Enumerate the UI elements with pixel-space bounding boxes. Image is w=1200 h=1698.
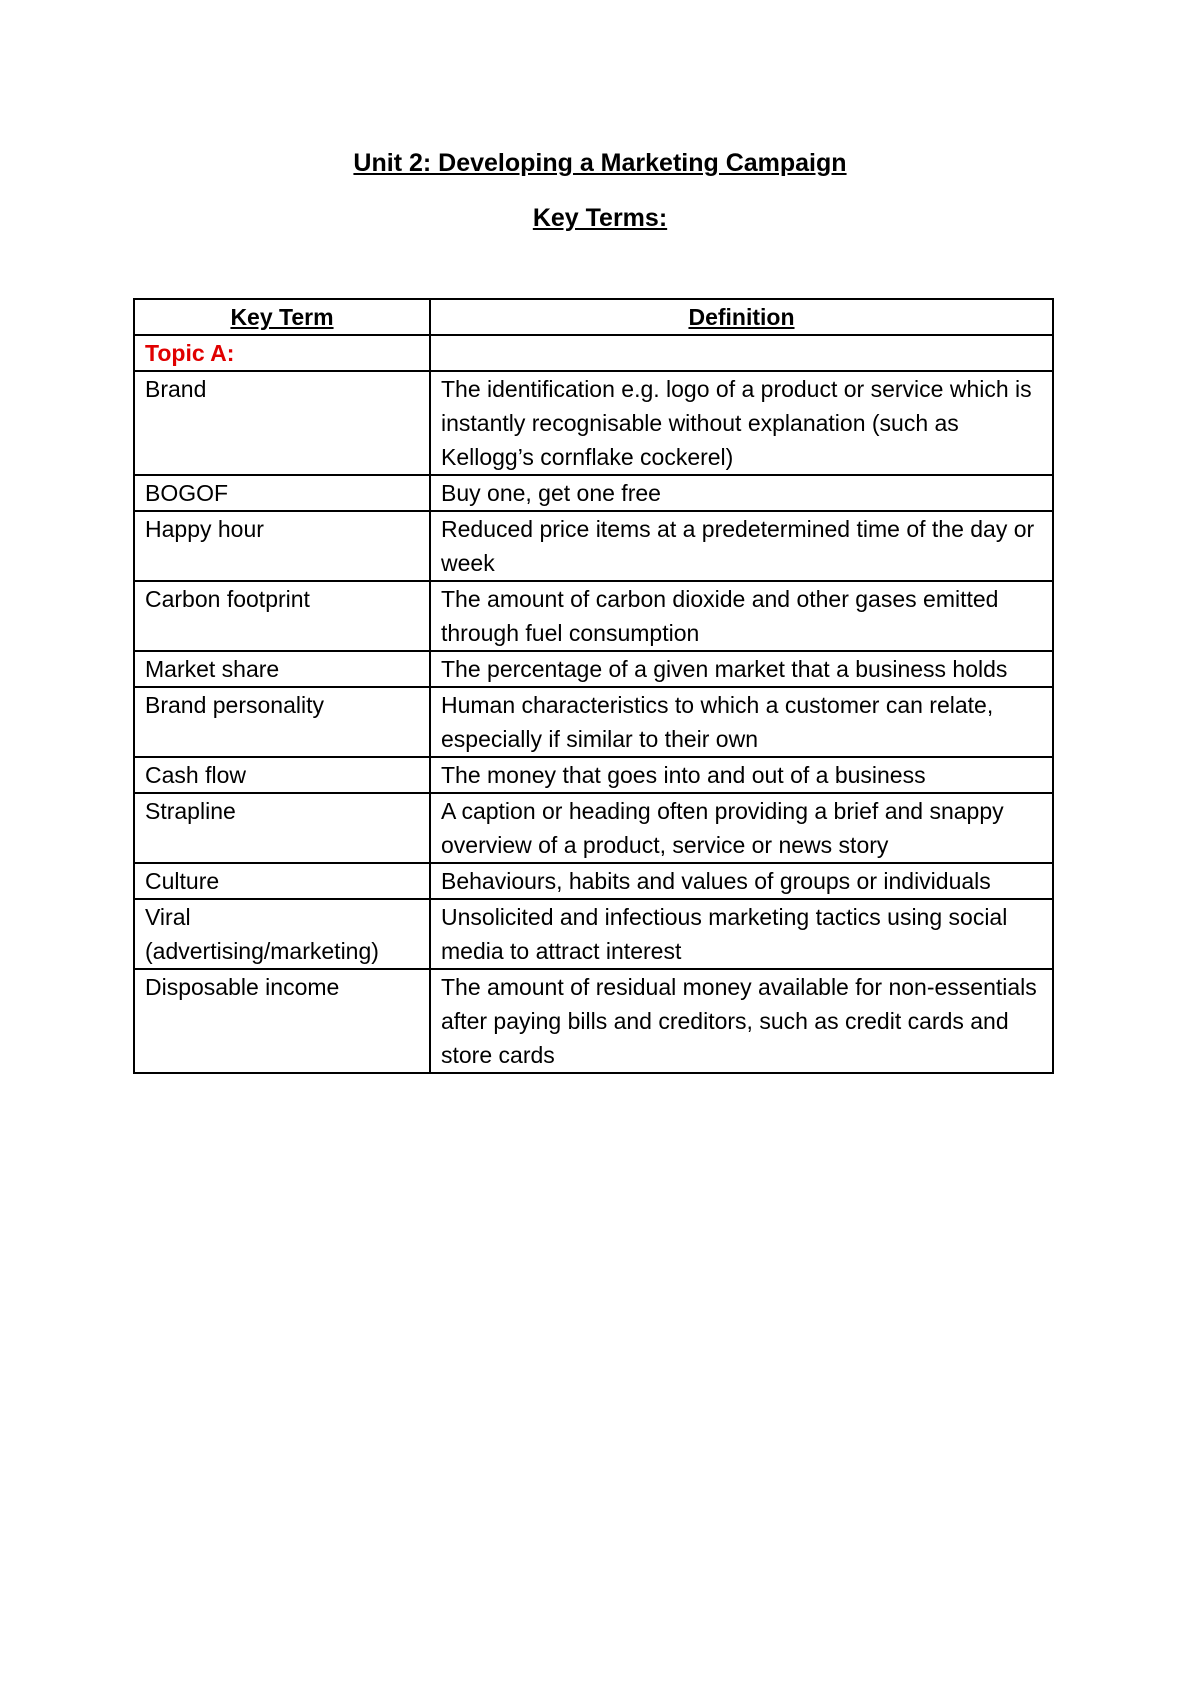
table-row (134, 687, 1053, 757)
term-cell: Brand (134, 371, 430, 475)
table-row (134, 371, 1053, 475)
definition-cell: Reduced price items at a predetermined time of the day or week (430, 511, 1053, 581)
definition-cell: A caption or heading often providing a brief and snappy overview of a product, service or news story (430, 793, 1053, 863)
topic-row (134, 335, 1053, 371)
term-cell: Culture (134, 863, 430, 899)
definition-cell: The amount of carbon dioxide and other gases emitted through fuel consumption (430, 581, 1053, 651)
table-row (134, 899, 1053, 969)
term-cell: Disposable income (134, 969, 430, 1073)
term-cell: Market share (134, 651, 430, 687)
table-row (134, 475, 1053, 511)
table-row (134, 651, 1053, 687)
topic-empty-cell (430, 335, 1053, 371)
definition-cell: The money that goes into and out of a business (430, 757, 1053, 793)
definition-cell: Behaviours, habits and values of groups or individuals (430, 863, 1053, 899)
definition-cell: Buy one, get one free (430, 475, 1053, 511)
table-row (134, 511, 1053, 581)
term-cell: Strapline (134, 793, 430, 863)
table-row (134, 863, 1053, 899)
term-cell: Carbon footprint (134, 581, 430, 651)
definition-cell: The percentage of a given market that a business holds (430, 651, 1053, 687)
header-key-term: Key Term (134, 299, 430, 335)
definition-cell: The identification e.g. logo of a product or service which is instantly recognisable without explanation (such as Kellogg’s cornflake cockerel) (430, 371, 1053, 475)
page-title: Unit 2: Developing a Marketing Campaign (353, 149, 847, 177)
definition-cell: Unsolicited and infectious marketing tactics using social media to attract interest (430, 899, 1053, 969)
definition-cell: Human characteristics to which a customer can relate, especially if similar to their own (430, 687, 1053, 757)
table-row (134, 757, 1053, 793)
page-subtitle: Key Terms: (532, 204, 668, 232)
definition-cell: The amount of residual money available for non-essentials after paying bills and creditors, such as credit cards and store cards (430, 969, 1053, 1073)
table-row (134, 581, 1053, 651)
term-cell: Happy hour (134, 511, 430, 581)
table-row (134, 793, 1053, 863)
topic-label: Topic A: (134, 335, 430, 371)
term-cell: BOGOF (134, 475, 430, 511)
term-cell: Viral (advertising/marketing) (134, 899, 430, 969)
term-cell: Cash flow (134, 757, 430, 793)
table-header-row (134, 299, 1053, 335)
key-terms-table (133, 298, 1054, 1074)
table-row (134, 969, 1053, 1073)
header-definition: Definition (430, 299, 1053, 335)
term-cell: Brand personality (134, 687, 430, 757)
